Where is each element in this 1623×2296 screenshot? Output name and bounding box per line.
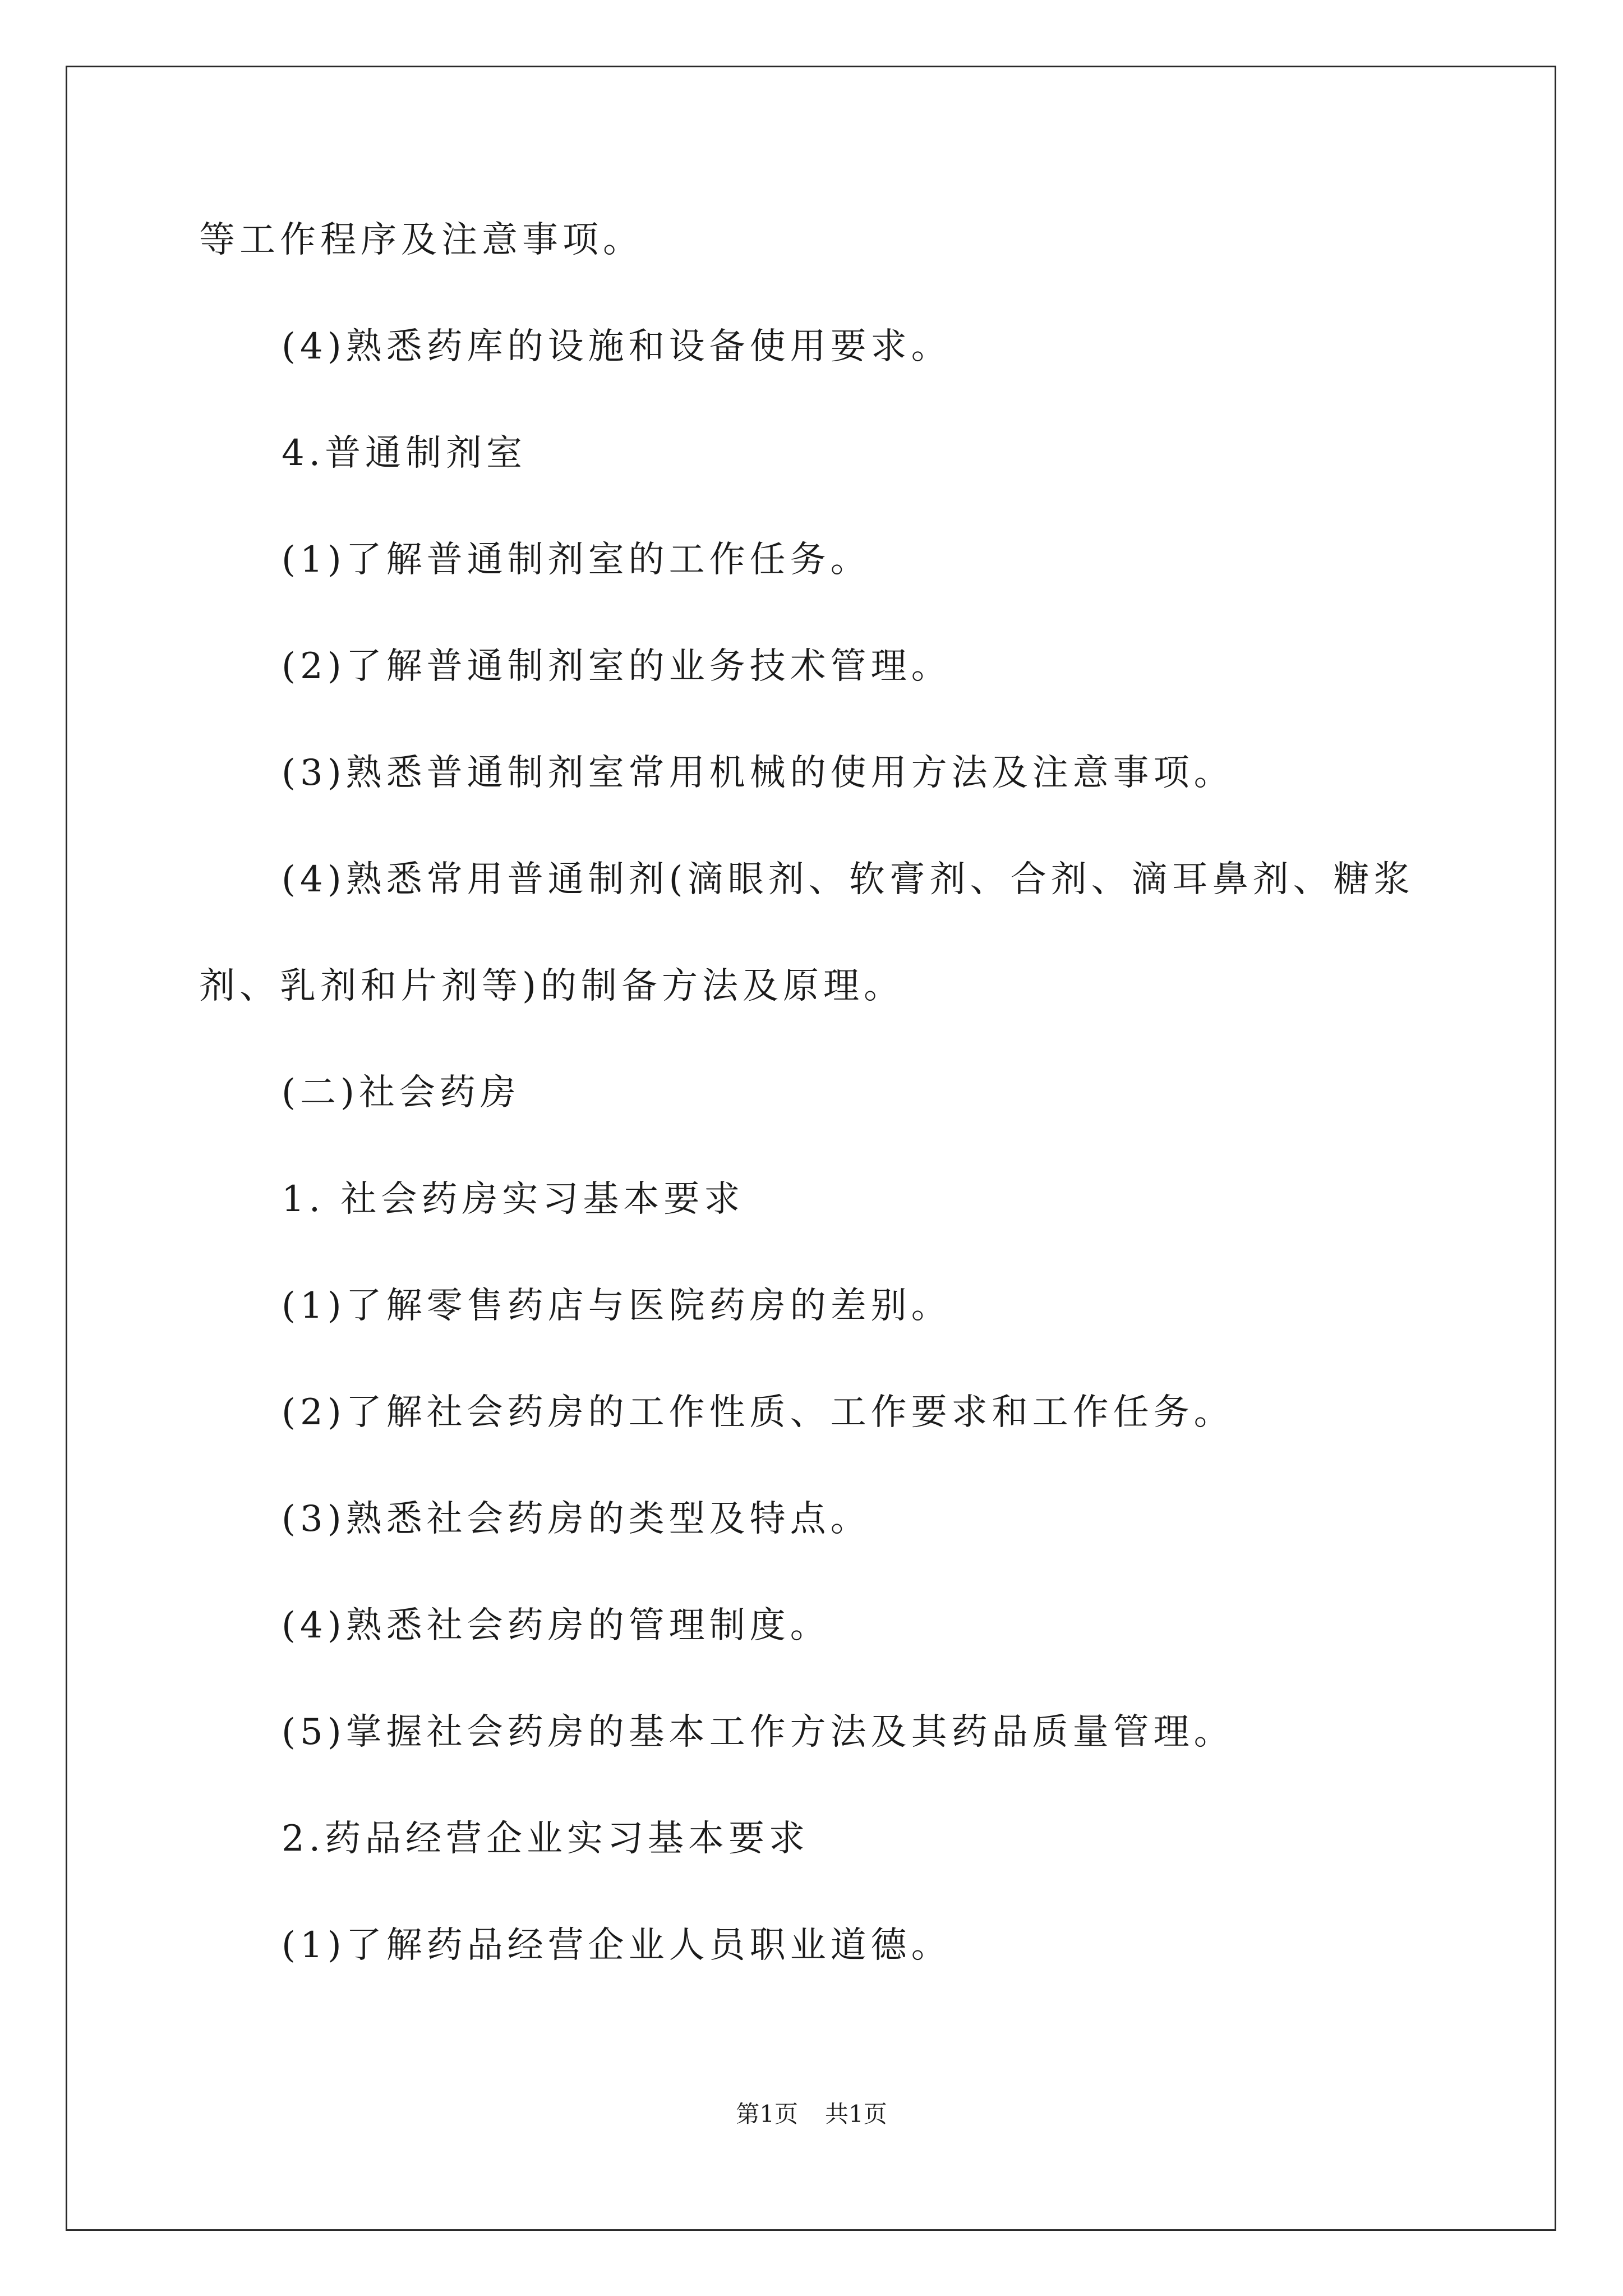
section-heading: 1. 社会药房实习基本要求 bbox=[282, 1179, 745, 1220]
page-border bbox=[66, 66, 1556, 2231]
paragraph-line: (4)熟悉药库的设施和设备使用要求。 bbox=[282, 326, 952, 367]
paragraph-line: 剂、乳剂和片剂等)的制备方法及原理。 bbox=[199, 965, 904, 1007]
section-heading: 2.药品经营企业实习基本要求 bbox=[282, 1818, 810, 1860]
paragraph-line: (1)了解药品经营企业人员职业道德。 bbox=[282, 1925, 952, 1966]
section-heading: (二)社会药房 bbox=[282, 1072, 520, 1114]
paragraph-line: (2)了解普通制剂室的业务技术管理。 bbox=[282, 646, 952, 687]
paragraph-line: (1)了解零售药店与医院药房的差别。 bbox=[282, 1285, 952, 1327]
page-footer bbox=[0, 2099, 1623, 2130]
paragraph-line: (3)熟悉普通制剂室常用机械的使用方法及注意事项。 bbox=[282, 752, 1234, 794]
paragraph-line: (4)熟悉常用普通制剂(滴眼剂、软膏剂、合剂、滴耳鼻剂、糖浆 bbox=[282, 859, 1414, 900]
section-heading: 4.普通制剂室 bbox=[282, 432, 527, 474]
paragraph-line: (2)了解社会药房的工作性质、工作要求和工作任务。 bbox=[282, 1392, 1234, 1433]
paragraph-line: (1)了解普通制剂室的工作任务。 bbox=[282, 539, 871, 581]
paragraph-line: (5)掌握社会药房的基本工作方法及其药品质量管理。 bbox=[282, 1711, 1234, 1753]
paragraph-line: (3)熟悉社会药房的类型及特点。 bbox=[282, 1498, 871, 1540]
paragraph-line: 等工作程序及注意事项。 bbox=[199, 219, 643, 261]
page-total: 共1页 bbox=[825, 2100, 887, 2128]
page-number: 第1页 bbox=[736, 2100, 798, 2128]
paragraph-line: (4)熟悉社会药房的管理制度。 bbox=[282, 1605, 831, 1646]
